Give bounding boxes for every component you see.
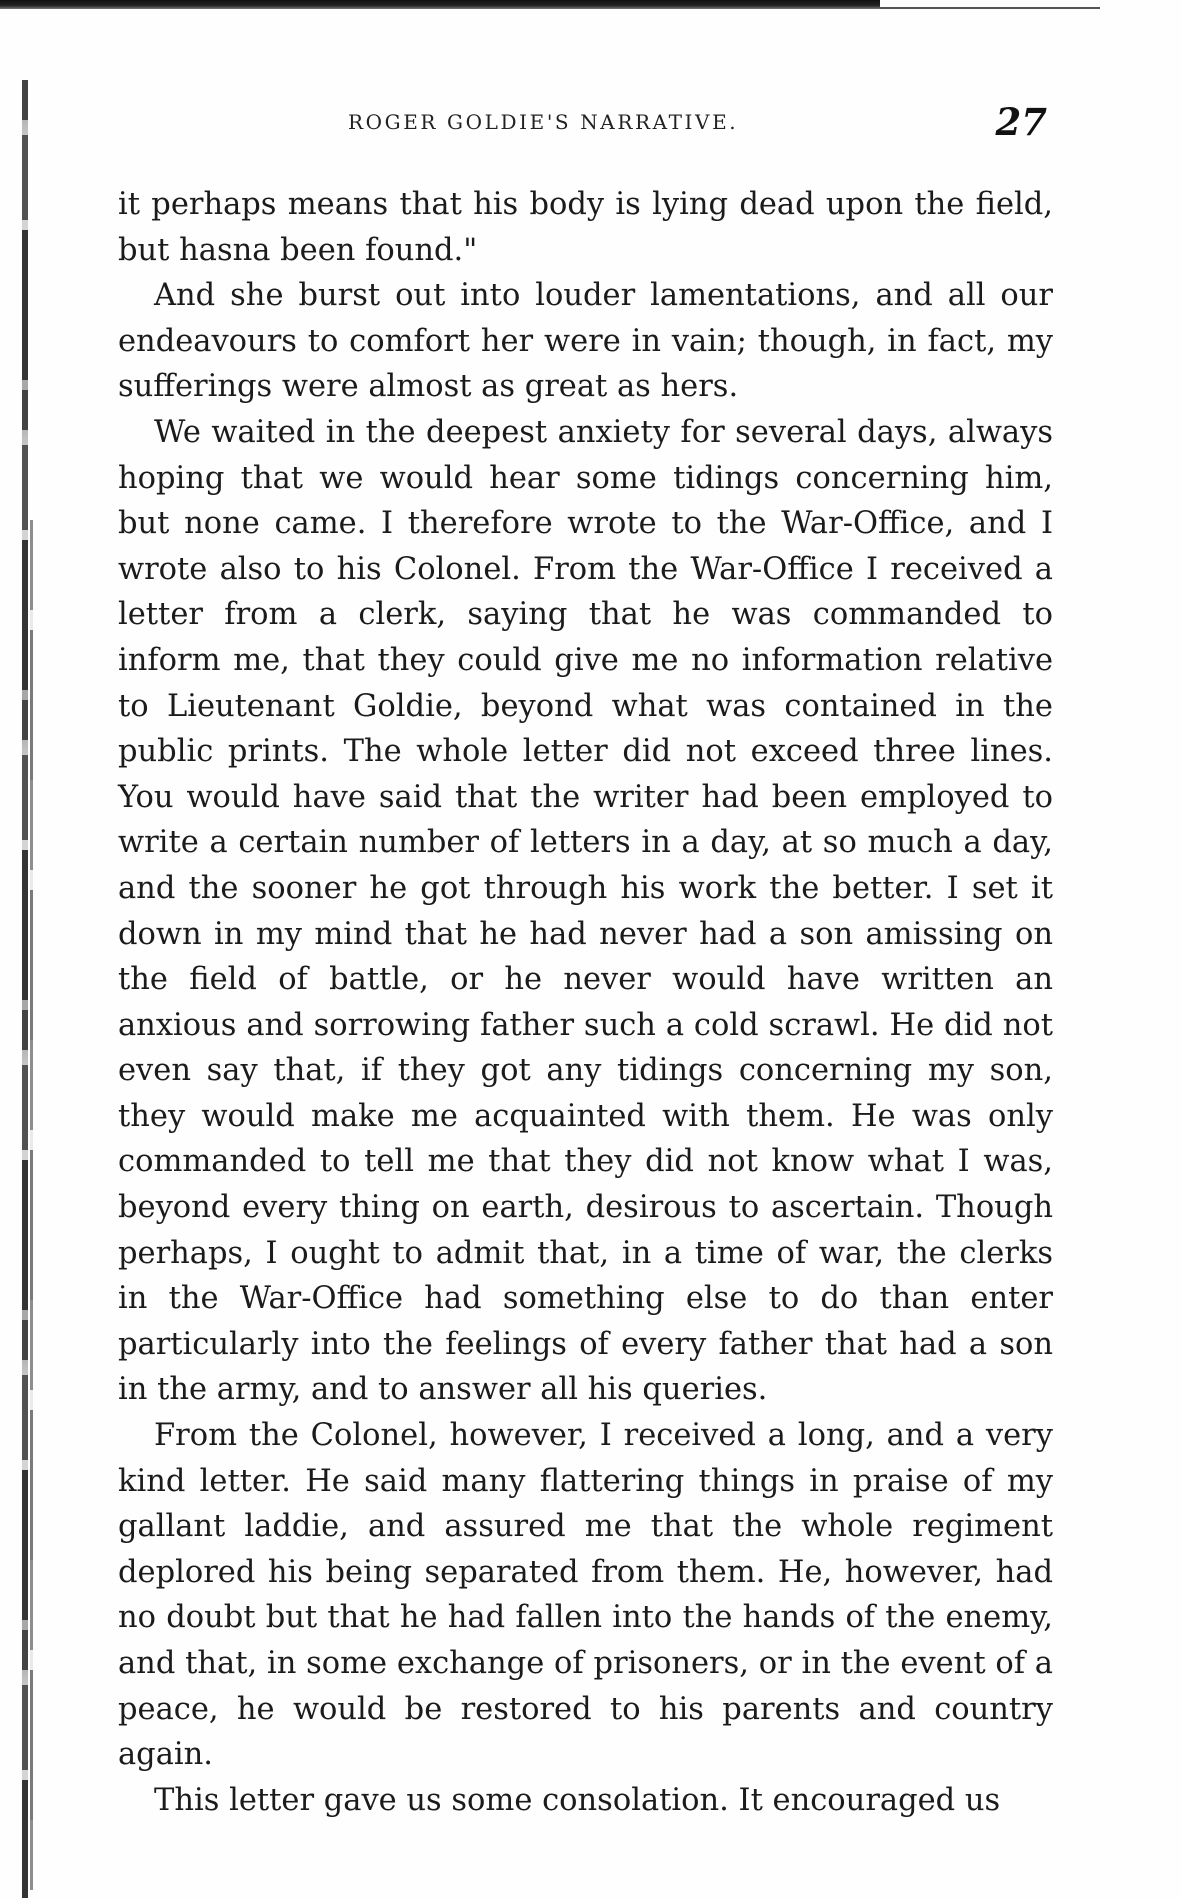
paragraph: This letter gave us some consolation. It encouraged us (154, 1782, 1001, 1818)
paragraph-continued: it perhaps means that his body is lying dead upon the field, but hasna been found." (118, 187, 1053, 268)
top-rule-extension (880, 7, 1100, 9)
page-header (118, 98, 1053, 148)
paragraph: And she burst out into louder lamentations, and all our endeavours to comfort her were in vain; though, in fact, my sufferings were almost as great as hers. (118, 278, 1053, 405)
binding-edge (22, 80, 28, 1898)
body-text (118, 182, 1053, 1823)
paragraph: From the Colonel, however, I received a long, and a very kind letter. He said many flattering things in praise of my gallant laddie, and assured me that the whole regiment deplored his being separated from them. He, however, had no doubt but that he had fallen into the hands of the enemy, and that, in some exchange of prisoners, or in the event of a peace, he would be restored to his parents and country again. (118, 1418, 1053, 1773)
running-head: ROGER GOLDIE'S NARRATIVE. (348, 110, 739, 134)
page-number: 27 (995, 100, 1047, 144)
binding-edge-shadow (30, 520, 33, 1890)
top-rule (0, 0, 880, 9)
paragraph: We waited in the deepest anxiety for several days, always hoping that we would hear some tidings concerning him, but none came. I therefore wrote to the War-Office, and I wrote also to his Colonel. From the War-Office I received a letter from a clerk, saying that he was commanded to inform me, that they could give me no information relative to Lieutenant Goldie, beyond what was contained in the public prints. The whole letter did not exceed three lines. You would have said that the writer had been employed to write a certain number of letters in a day, at so much a day, and the sooner he got through his work the better. I set it down in my mind that he had never had a son amissing on the field of battle, or he never would have written an anxious and sorrowing father such a cold scrawl. He did not even say that, if they got any tidings concerning my son, they would make me acquainted with them. He was only commanded to tell me that they did not know what I was, beyond every thing on earth, desirous to ascertain. Though perhaps, I ought to admit that, in a time of war, the clerks in the War-Office had something else to do than enter particularly into the feelings of every father that had a son in the army, and to answer all his queries. (118, 414, 1053, 1408)
